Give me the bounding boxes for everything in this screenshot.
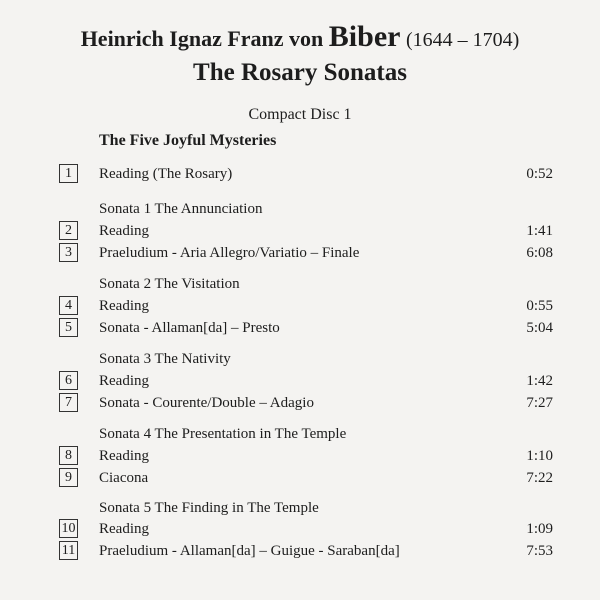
- composer-dates: (1644 – 1704): [405, 29, 520, 51]
- track-number: 7: [59, 393, 78, 412]
- track-duration: 5:04: [526, 320, 553, 336]
- track-title: Reading: [99, 373, 149, 389]
- group-heading: The Five Joyful Mysteries: [99, 132, 277, 149]
- track-number: 3: [59, 243, 78, 262]
- track-title: Sonata - Allaman[da] – Presto: [99, 320, 280, 336]
- track-row: [0, 519, 600, 539]
- track-number: 4: [59, 296, 78, 315]
- work-title: The Rosary Sonatas: [193, 59, 407, 86]
- track-number: 1: [59, 164, 78, 183]
- track-number: 10: [59, 519, 78, 538]
- sonata-heading: Sonata 3 The Nativity: [99, 351, 231, 367]
- track-row: [0, 393, 600, 413]
- sonata-heading: Sonata 4 The Presentation in The Temple: [99, 426, 347, 442]
- track-title: Reading: [99, 521, 149, 537]
- track-title: Praeludium - Allaman[da] – Guigue - Saraban[da]: [99, 543, 400, 559]
- track-duration: 1:10: [526, 448, 553, 464]
- track-duration: 6:08: [526, 245, 553, 261]
- track-row: [0, 371, 600, 391]
- track-row: [0, 318, 600, 338]
- track-title: Praeludium - Aria Allegro/Variatio – Finale: [99, 245, 360, 261]
- track-row: [0, 446, 600, 466]
- track-number: 11: [59, 541, 78, 560]
- track-duration: 1:42: [526, 373, 553, 389]
- composer-given-names: Heinrich Ignaz Franz von: [80, 26, 324, 51]
- sonata-heading: Sonata 2 The Visitation: [99, 276, 240, 292]
- track-duration: 0:52: [526, 166, 553, 182]
- track-row: [0, 243, 600, 263]
- composer-surname: Biber: [328, 20, 401, 53]
- track-title: Sonata - Courente/Double – Adagio: [99, 395, 314, 411]
- sonata-heading: Sonata 1 The Annunciation: [99, 201, 263, 217]
- track-duration: 7:53: [526, 543, 553, 559]
- track-number: 5: [59, 318, 78, 337]
- track-duration: 1:41: [526, 223, 553, 239]
- composer-line: [0, 22, 600, 55]
- track-title: Reading: [99, 298, 149, 314]
- track-duration: 0:55: [526, 298, 553, 314]
- disc-label: Compact Disc 1: [248, 106, 352, 123]
- track-duration: 7:22: [526, 470, 553, 486]
- track-title: Reading: [99, 223, 149, 239]
- track-row: [0, 296, 600, 316]
- track-row: [0, 221, 600, 241]
- track-row: [0, 468, 600, 488]
- track-number: 8: [59, 446, 78, 465]
- track-row: [0, 541, 600, 561]
- track-title: Ciacona: [99, 470, 149, 486]
- track-number: 9: [59, 468, 78, 487]
- header: [0, 22, 600, 89]
- track-title: Reading (The Rosary): [99, 166, 233, 182]
- track-title: Reading: [99, 448, 149, 464]
- track-duration: 7:27: [526, 395, 553, 411]
- track-number: 2: [59, 221, 78, 240]
- track-number: 6: [59, 371, 78, 390]
- sonata-heading: Sonata 5 The Finding in The Temple: [99, 500, 319, 516]
- track-duration: 1:09: [526, 521, 553, 537]
- track-row: [0, 164, 600, 184]
